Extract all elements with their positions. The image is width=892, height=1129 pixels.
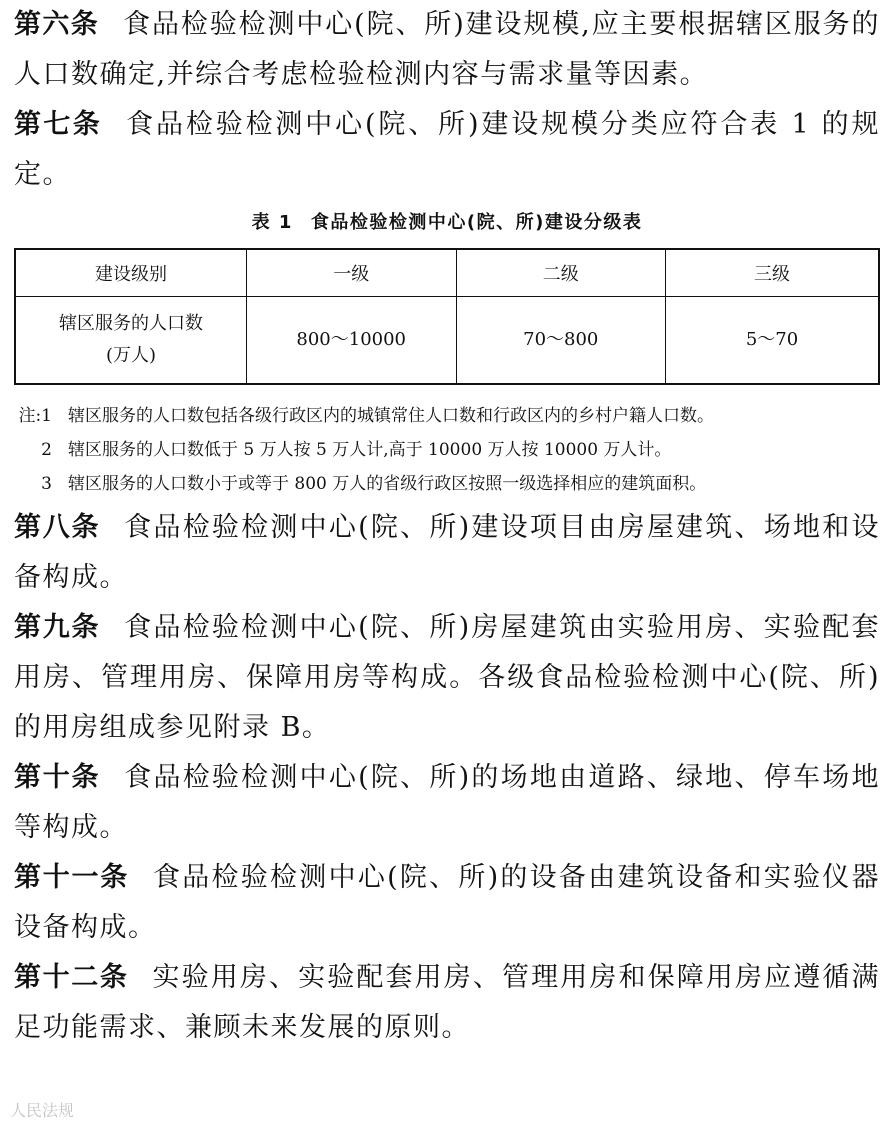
article-label: 第七条 [14, 109, 103, 140]
table-cell: 800～10000 [246, 297, 456, 385]
article-7 [14, 100, 880, 200]
note-label: 注:1 [18, 406, 52, 426]
article-text: 食品检验检测中心(院、所)建设规模分类应符合表 1 的规定。 [14, 109, 881, 190]
table-row [15, 297, 879, 385]
article-text: 食品检验检测中心(院、所)的场地由道路、绿地、停车场地等构成。 [14, 762, 880, 843]
article-label: 第六条 [14, 9, 100, 40]
article-label: 第十条 [14, 762, 101, 793]
row-label-unit: (万人) [105, 345, 156, 366]
table-title: 食品检验检测中心(院、所)建设分级表 [310, 212, 643, 233]
note-text: 辖区服务的人口数小于或等于 800 万人的省级行政区按照一级选择相应的建筑面积。 [68, 474, 707, 494]
note-text: 辖区服务的人口数包括各级行政区内的城镇常住人口数和行政区内的乡村户籍人口数。 [68, 406, 714, 426]
row-label-cell [15, 297, 246, 385]
table-caption [14, 208, 880, 234]
article-text: 食品检验检测中心(院、所)建设项目由房屋建筑、场地和设备构成。 [14, 512, 880, 593]
grade-table [14, 248, 880, 385]
article-label: 第九条 [14, 612, 101, 643]
header-cell: 一级 [246, 249, 456, 297]
article-11 [14, 853, 880, 953]
header-cell: 三级 [666, 249, 879, 297]
article-label: 第十一条 [14, 862, 130, 893]
document-page [14, 0, 880, 1053]
article-8 [14, 503, 880, 603]
article-12 [14, 953, 880, 1053]
article-label: 第八条 [14, 512, 101, 543]
note-text: 辖区服务的人口数低于 5 万人按 5 万人计,高于 10000 万人按 10000 万人计。 [68, 440, 672, 460]
table-cell: 70～800 [456, 297, 666, 385]
article-10 [14, 753, 880, 853]
table-notes [14, 399, 880, 501]
row-label-line: 辖区服务的人口数 [58, 313, 203, 334]
article-label: 第十二条 [14, 962, 129, 993]
table-cell: 5～70 [666, 297, 879, 385]
article-text: 食品检验检测中心(院、所)的设备由建筑设备和实验仪器设备构成。 [14, 862, 880, 943]
article-text: 实验用房、实验配套用房、管理用房和保障用房应遵循满足功能需求、兼顾未来发展的原则。 [14, 962, 880, 1043]
article-text: 食品检验检测中心(院、所)建设规模,应主要根据辖区服务的人口数确定,并综合考虑检验检测内容与需求量等因素。 [14, 9, 880, 90]
note-item [14, 467, 880, 501]
note-label: 3 [41, 474, 52, 494]
article-text: 食品检验检测中心(院、所)房屋建筑由实验用房、实验配套用房、管理用房、保障用房等构成。各级食品检验检测中心(院、所)的用房组成参见附录 B。 [14, 612, 880, 743]
table-header-row [15, 249, 879, 297]
header-cell: 二级 [456, 249, 666, 297]
article-9 [14, 603, 880, 753]
note-item [14, 433, 880, 467]
table-number: 表 1 [251, 212, 293, 233]
watermark: 人民法规 [10, 1101, 75, 1120]
note-label: 2 [41, 440, 52, 460]
article-6 [14, 0, 880, 100]
note-item [14, 399, 880, 433]
header-cell: 建设级别 [15, 249, 246, 297]
